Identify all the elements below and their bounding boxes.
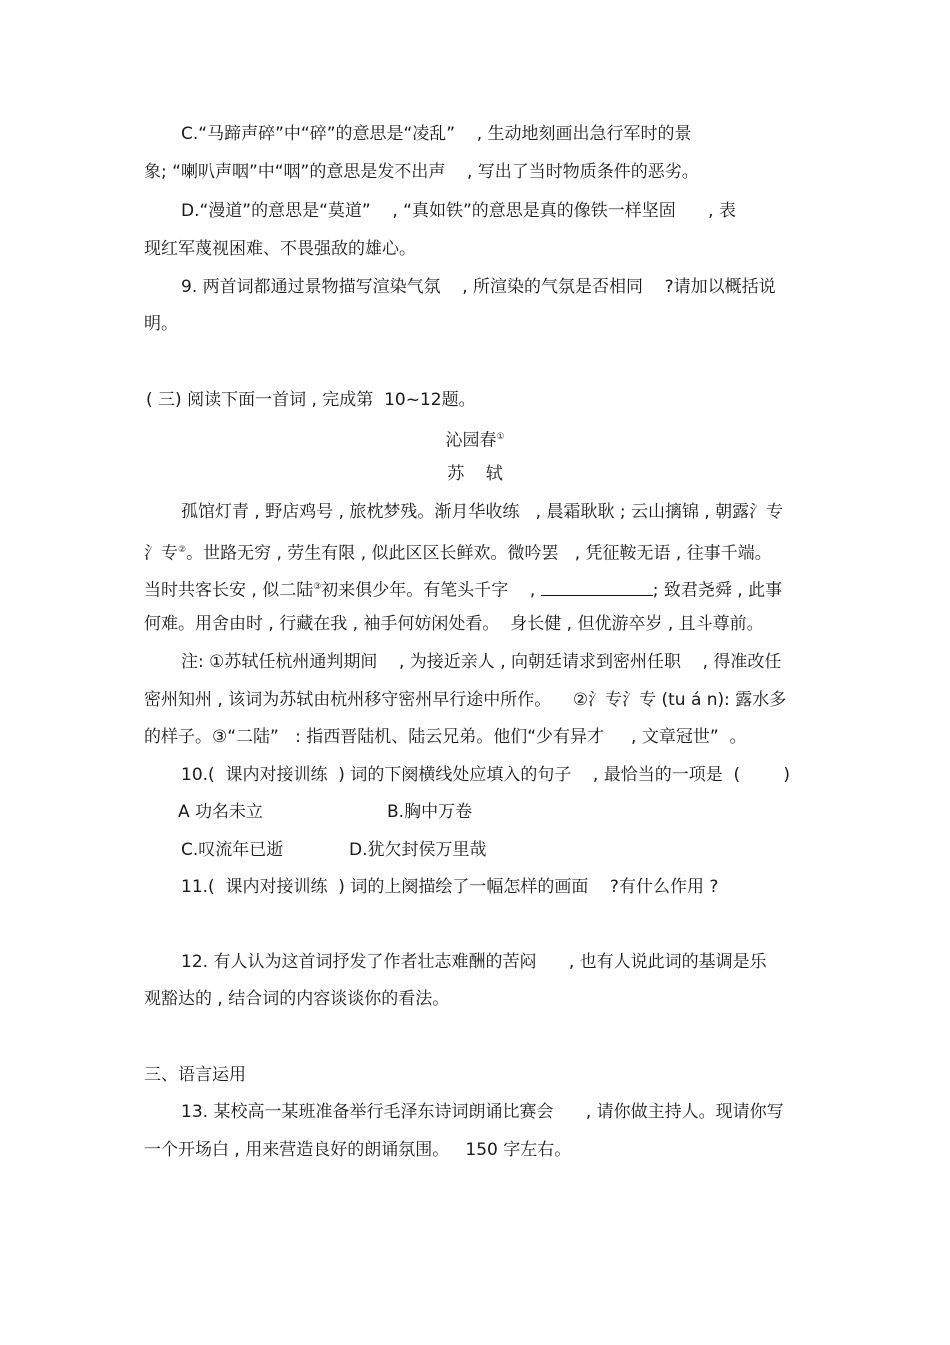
question-13-line-2: 一个开场白 , 用来营造良好的朗诵氛围。 150 字左右。: [144, 1140, 572, 1160]
note-line-2: 密州知州 , 该词为苏轼由杭州移守密州早行途中所作。 ②氵专氵专 (tu á n): 露水多: [144, 690, 787, 710]
question-11: 11.( 课内对接训练 ) 词的上阕描绘了一幅怎样的画面 ?有什么作用 ?: [181, 877, 719, 897]
poem-line-2: 氵专②。世路无穷 , 劳生有限 , 似此区区长鲜欢。微吟罢 , 凭征鞍无语 , 往事千端。: [144, 543, 772, 564]
answer-blank[interactable]: [541, 579, 653, 596]
option-d-line-2: 现红军蔑视困难、不畏强敌的雄心。: [144, 239, 416, 259]
question-10-option-d: D.犹欠封侯万里哉: [349, 840, 487, 860]
question-12-line-2: 观豁达的 , 结合词的内容谈谈你的看法。: [144, 989, 450, 1009]
question-10-option-a: A 功名未立: [178, 802, 264, 822]
poem-title: 沁园春①: [445, 430, 505, 451]
note-line-3: 的样子。③“二陆” : 指西晋陆机、陆云兄弟。他们“少有异才 , 文章冠世” 。: [144, 727, 747, 747]
poem-line-1: 孤馆灯青 , 野店鸡号 , 旅枕梦残。渐月华收练 , 晨霜耿耿 ; 云山摛锦 , 朝露氵专: [181, 502, 784, 522]
question-13-line-1: 13. 某校高一某班准备举行毛泽东诗词朗诵比赛会 , 请你做主持人。现请你写: [181, 1102, 784, 1122]
question-10: 10.( 课内对接训练 ) 词的下阕横线处应填入的句子 , 最恰当的一项是 ( ): [181, 765, 791, 785]
option-d-line-1: D.“漫道”的意思是“莫道” , “真如铁”的意思是真的像铁一样坚固 , 表: [181, 201, 736, 221]
question-9-line-1: 9. 两首词都通过景物描写渲染气氛 , 所渲染的气氛是否相同 ?请加以概括说: [181, 277, 776, 297]
poem-line-4: 何难。用舍由时 , 行藏在我 , 袖手何妨闲处看。 身长健 , 但优游卒岁 , 且斗尊前。: [144, 614, 764, 634]
note-line-1: 注: ①苏轼任杭州通判期间 , 为接近亲人 , 向朝廷请求到密州任职 , 得准改任: [181, 652, 782, 672]
question-9-line-2: 明。: [144, 314, 178, 334]
option-c-line-1: C.“马蹄声碎”中“碎”的意思是“凌乱” , 生动地刻画出急行军时的景: [181, 124, 692, 144]
section-3-heading: ( 三) 阅读下面一首词 , 完成第 10~12题。: [146, 390, 476, 410]
option-c-line-2: 象; “喇叭声咽”中“咽”的意思是发不出声 , 写出了当时物质条件的恶劣。: [144, 162, 699, 182]
question-10-option-c: C.叹流年已逝: [181, 840, 284, 860]
poem-line-3: 当时共客长安 , 似二陆③初来俱少年。有笔头千字 , ; 致君尧舜 , 此事: [144, 580, 783, 601]
section-3-language-heading: 三、语言运用: [144, 1065, 246, 1085]
question-12-line-1: 12. 有人认为这首词抒发了作者壮志难酬的苦闷 , 也有人说此词的基调是乐: [181, 952, 767, 972]
poem-author: 苏 轼: [447, 464, 503, 484]
question-10-option-b: B.胸中万卷: [387, 802, 473, 822]
